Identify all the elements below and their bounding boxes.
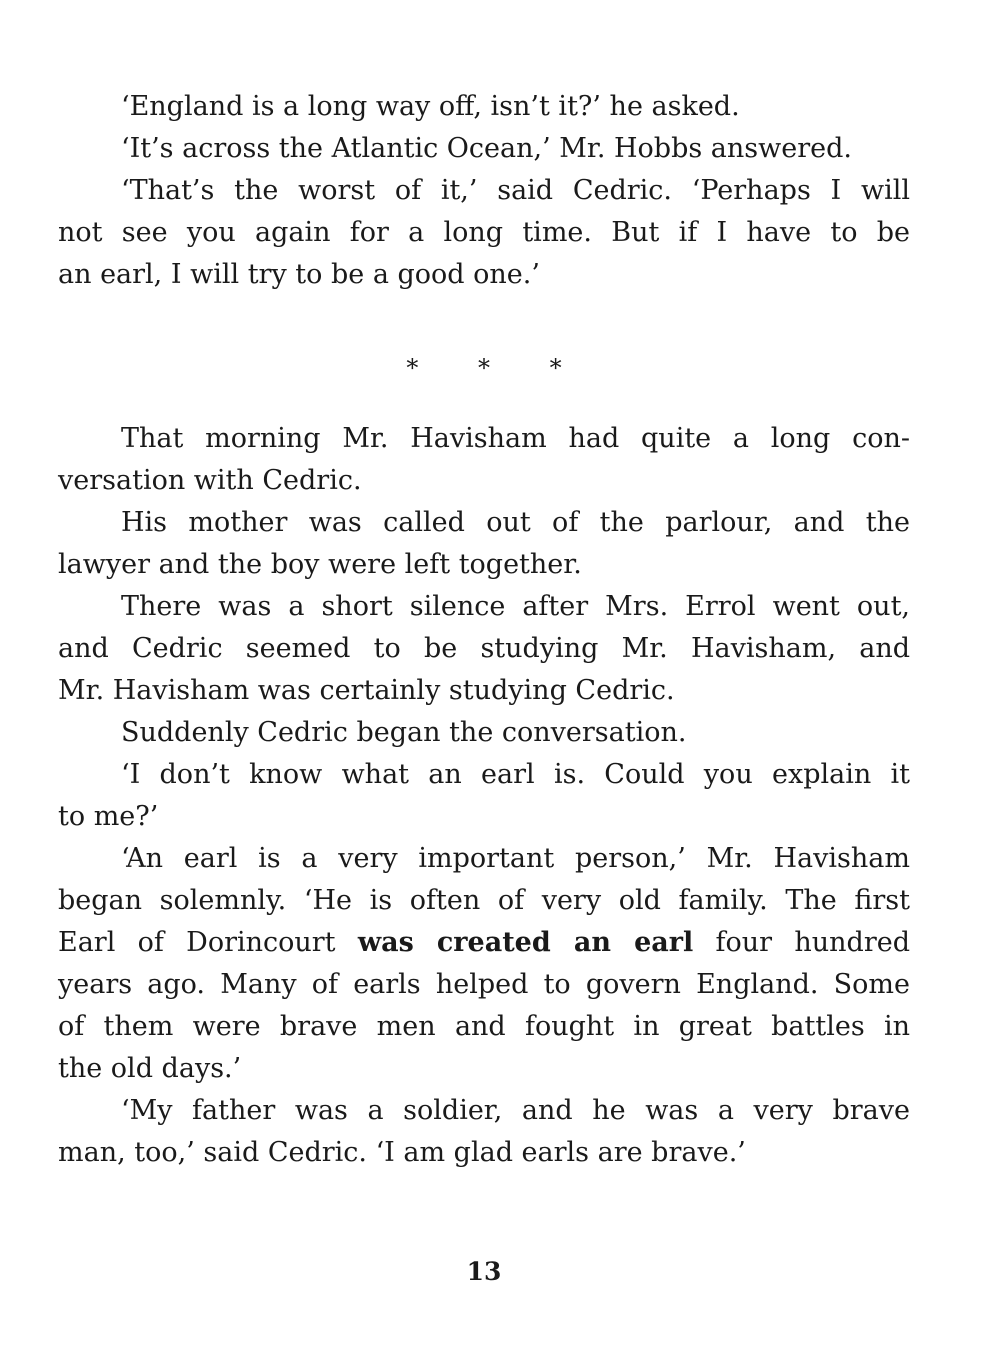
text-line: an earl, I will try to be a good one.’: [58, 259, 540, 290]
text-line: of them were brave men and fought in great battles in: [58, 1011, 910, 1042]
text-line: began solemnly. ‘He is often of very old family. The first: [58, 885, 910, 916]
text-line: That morning Mr. Havisham had quite a long con-: [121, 423, 910, 454]
bold-phrase: was created an earl: [357, 927, 694, 958]
text-line: Mr. Havisham was certainly studying Cedric.: [58, 675, 675, 706]
text-line: ‘I don’t know what an earl is. Could you explain it: [121, 759, 910, 790]
text-line: and Cedric seemed to be studying Mr. Havisham, and: [58, 633, 910, 664]
text-line: There was a short silence after Mrs. Errol went out,: [121, 591, 910, 622]
text-segment: four hundred: [715, 927, 910, 958]
book-page: [58, 0, 910, 1349]
text-line: ‘An earl is a very important person,’ Mr. Havisham: [121, 843, 910, 874]
text-line: His mother was called out of the parlour, and the: [121, 507, 910, 538]
text-line: not see you again for a long time. But if I have to be: [58, 217, 910, 248]
section-separator: * * *: [406, 354, 588, 382]
text-line: ‘It’s across the Atlantic Ocean,’ Mr. Hobbs answered.: [121, 133, 852, 164]
text-line: ‘England is a long way off, isn’t it?’ he asked.: [121, 91, 740, 122]
text-line: man, too,’ said Cedric. ‘I am glad earls are brave.’: [58, 1137, 746, 1168]
text-line: lawyer and the boy were left together.: [58, 549, 582, 580]
text-line: years ago. Many of earls helped to govern England. Some: [58, 969, 910, 1000]
text-line: to me?’: [58, 801, 159, 832]
text-segment: Earl of Dorincourt: [58, 927, 336, 958]
text-line: the old days.’: [58, 1053, 242, 1084]
text-line: Suddenly Cedric began the conversation.: [121, 717, 687, 748]
text-line-with-bold: [58, 922, 910, 964]
text-line: ‘My father was a soldier, and he was a very brave: [121, 1095, 910, 1126]
page-number: 13: [466, 1257, 502, 1286]
text-line: versation with Cedric.: [58, 465, 362, 496]
text-line: ‘That’s the worst of it,’ said Cedric. ‘Perhaps I will: [121, 175, 910, 206]
